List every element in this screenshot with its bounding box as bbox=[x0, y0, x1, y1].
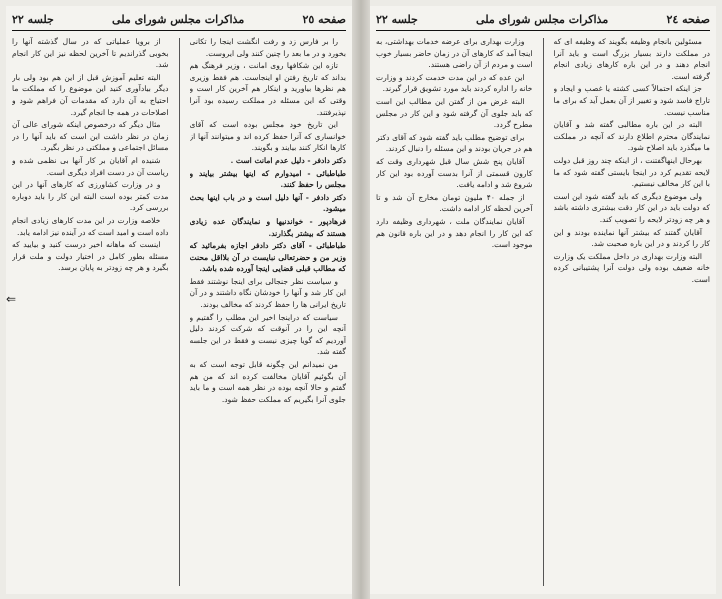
paragraph: از جمله ۴۰ ملیون تومان مخارج آن شد و تا آخرین لحظه کار ادامه داشت. bbox=[376, 192, 533, 214]
paragraph: را بر فارس زد و رفت انگشت اینجا را تکانی بخورد و در ما بعد را چنین کنند ولی ایروست. bbox=[189, 37, 346, 58]
paragraph: وزارت بهداری برای عرضه خدمات بهداشتی، به اینجا آمد که کارهای آن در زمان حاضر بسیار خوب است و مردم از آن راضی هستند. bbox=[376, 37, 533, 70]
paragraph: البته در این باره مطالبی گفته شد و آقایان نمایندگان محترم اطلاع دارند که آنچه در مملکت ما میگذرد باید اصلاح شود. bbox=[553, 120, 710, 153]
page-header bbox=[12, 10, 346, 28]
book-gutter bbox=[352, 0, 370, 599]
paragraph: آقایان نمایندگان ملت ، شهرداری وظیفه دارد که این کار را انجام دهد و در این باره قانون هم موجود است. bbox=[376, 216, 533, 250]
right-page bbox=[370, 6, 716, 594]
column-divider bbox=[543, 38, 544, 586]
page-number: صفحه ٢٤ bbox=[666, 12, 710, 26]
paragraph: از برویا عملیاتی که در سال گذشته آنها را بخوبی گذراندیم تا آخرین لحظه نیز این کار انجام شد. bbox=[12, 37, 169, 70]
margin-arrow-mark-icon: ⇐ bbox=[6, 292, 17, 306]
paragraph: و در وزارت کشاورزی که کارهای آنها در این مدت کمتر بوده است البته این کار را باید دوباره بررسی کرد. bbox=[12, 180, 169, 213]
page-number: صفحه ٢٥ bbox=[302, 12, 346, 26]
text-columns bbox=[12, 36, 346, 588]
text-column-right bbox=[554, 36, 711, 588]
paragraph: من نمیدانم این چگونه قابل توجه است که به آن بگوئیم آقایان مخالفت کرده اند که من هم گفتم و حالا آنچه بوده در نظر همه است و ما باید جلوی آنرا بگیریم که مملکت حفظ شود. bbox=[189, 360, 346, 404]
column-divider bbox=[179, 38, 180, 586]
speaker-line: دکتر دادفر - آنها دلیل است و در باب اینها بحث میشود. bbox=[189, 192, 346, 214]
header-rule bbox=[376, 30, 710, 31]
session-title: مذاکرات مجلس شورای ملی bbox=[112, 12, 245, 26]
text-column-left bbox=[12, 36, 169, 588]
paragraph: آقایان پنج شش سال قبل شهرداری وقت که کارون قسمتی از آنرا بدست آورده بود این کار شروع شد و ادامه یافت. bbox=[376, 156, 533, 190]
paragraph: مسئولین بانجام وظیفه بگویند که وظیفه ای که در مملکت دارند بسیار بزرگ است و باید آنرا انجام دهند و در این باره کارهای زیادی انجام گرفته است. bbox=[553, 37, 710, 81]
paragraph: ولی موضوع دیگری که باید گفته شود این است که دولت باید در این کار دقت بیشتری داشته باشد و هر چه زودتر لایحه را تصویب کند. bbox=[553, 191, 710, 224]
paragraph: البته تعلیم آموزش قبل از این هم بود ولی بار دیگر بیادآوری کنید این موضوع را که مملکت ما احتیاج به آن دارد که مقدمات آن فراهم شود و اصلاحات در همه جا انجام گیرد. bbox=[12, 72, 169, 117]
page-header bbox=[376, 10, 710, 28]
speaker-line: دکتر دادفر - دلیل عدم امانت است . bbox=[230, 155, 346, 165]
session-number: جلسه ٢٢ bbox=[12, 12, 54, 26]
paragraph: این تاریخ خود مجلس بوده است که آقای خوانساری که آنرا حفظ کرده اند و میتوانند آنها از کارها انکار کنند بیایند و بگویند. bbox=[189, 120, 346, 153]
left-page bbox=[6, 6, 352, 594]
paragraph: البته غرض من از گفتن این مطالب این است که باید جلوی آن گرفته شود و این کار در مجلس مطرح گردد. bbox=[376, 96, 533, 130]
paragraph: البته وزارت بهداری در داخل مملکت یک وزارت خانه ضعیف بوده ولی دولت آنرا پشتیبانی کرده است. bbox=[553, 251, 710, 284]
speaker-line: طباطبائی - آقای دکتر دادفر اجازه بفرمائید که وزیر من و حضرتعالی نبایست در آن بلااقل محنت که مطالب قبلی قضایی اینجا آورده شده باشد. bbox=[189, 241, 346, 274]
paragraph: مثال دیگر که درخصوص اینکه شورای عالی آن زمان در نظر داشت این است که باید آنها را در مسائل اجتماعی و مملکتی در نظر بگیرد. bbox=[12, 120, 169, 153]
text-columns bbox=[376, 36, 710, 588]
paragraph: این عده که در این مدت خدمت کردند و وزارت خانه را اداره کردند باید مورد تشویق قرار گیرند. bbox=[376, 72, 533, 94]
session-number: جلسه ٢٢ bbox=[376, 12, 418, 26]
paragraph: شنیده ام آقایان بر کار آنها بی نظمی شده و ریاست آن در دست افراد دیگری است. bbox=[12, 155, 169, 177]
paragraph: آقایان گفتند که بیشتر آنها نماینده بودند و این کار را کردند و در این باره صحبت شد. bbox=[553, 227, 710, 249]
paragraph: خلاصه وزارت در این مدت کارهای زیادی انجام داده است و امید است که در آینده نیز ادامه یابد. bbox=[12, 215, 169, 237]
paragraph: برای توضیح مطلب باید گفته شود که آقای دکتر هم در جریان بودند و این مسئله را دنبال کردند. bbox=[376, 132, 533, 154]
paragraph: جز اینکه احتمالاً کسی کشته یا غصب و ایجاد و تاراج فاسد شود و تغییر از آن بعمل آید که برای ما مناسب نیست. bbox=[553, 84, 710, 117]
paragraph: بهرحال اینهاگفتنت ، از اینکه چند روز قبل دولت لایحه تقدیم کرد در اینجا بایستی گفته شود که ما با این کار مخالف نیستیم. bbox=[553, 155, 710, 189]
text-column-right bbox=[190, 36, 347, 588]
paragraph: و سیاست نظر جنجالی برای اینجا نوشتند فقط این کار شد و آنها را خودشان نگاه داشتند و در آن تاریخ ایرانی ها را حفظ کردند که مخالف بودند. bbox=[189, 276, 346, 310]
session-title: مذاکرات مجلس شورای ملی bbox=[476, 12, 609, 26]
text-column-left bbox=[376, 36, 533, 588]
paragraph: تازه این شکافها روی امانت ، وزیر فرهنگ هم بداند که تاریخ رفتن او اینجاست. هم فقط وزیری هم نظرها بیاورید و اینکار هم آخرین کار است و وقتی که این مسئله در مملکت رسیده بود آنرا نپذیرفتند. bbox=[189, 61, 346, 117]
paragraph: اینست که ماهانه اخیر درست کنید و بیایید که مسئله بطور کامل در اختیار دولت و ملت قرار بگیرد و هر چه زودتر به پایان برسد. bbox=[12, 240, 169, 273]
speaker-line: طباطبائی - امیدوارم که اینها بیشتر بیایند و مجلس را حفظ کنند. bbox=[189, 168, 346, 190]
header-rule bbox=[12, 30, 346, 31]
paragraph: سیاست که دراینجا اخیر این مطلب را گفتیم و آنچه این را در آنوقت که شرکت کردند دلیل آوردیم که گویا چیزی نیست و فقط در این جلسه گفته شد. bbox=[189, 312, 346, 357]
speaker-line: فرهادپور - خواندنیها و نمایندگان عده زیادی هستند که بیشتر بگذارند. bbox=[189, 216, 346, 238]
